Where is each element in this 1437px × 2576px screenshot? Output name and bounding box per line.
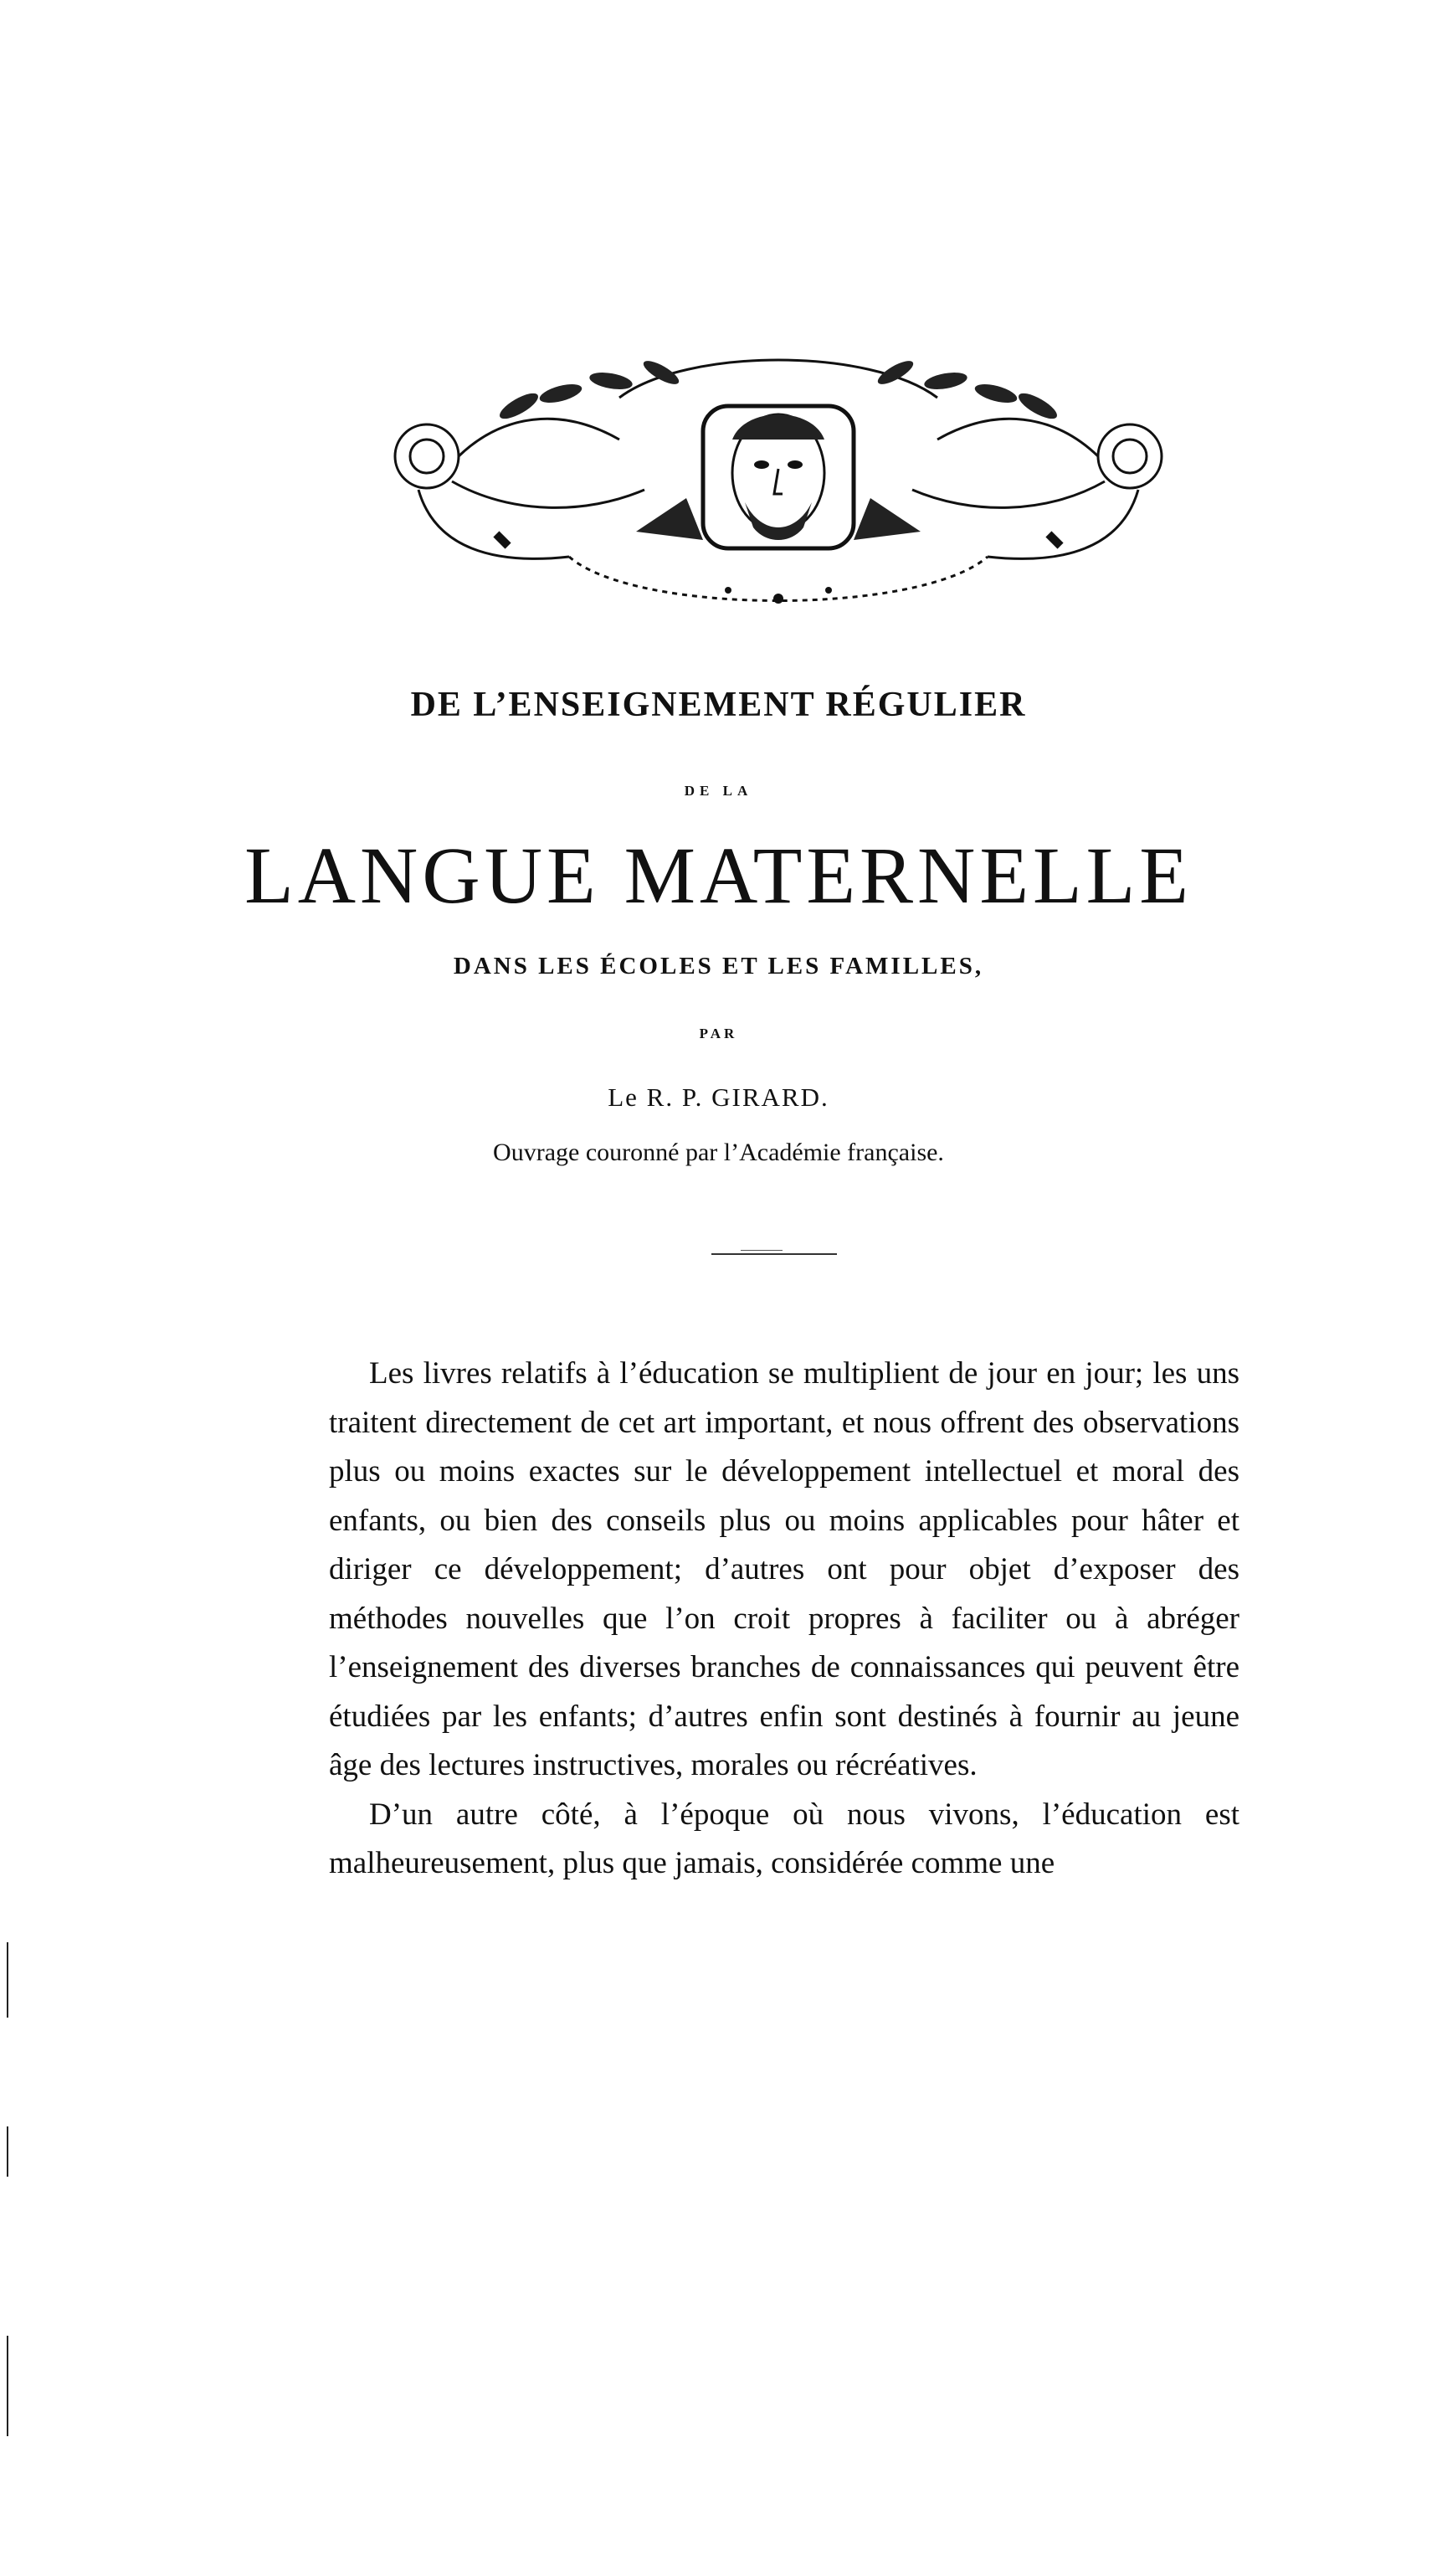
by-label: PAR	[699, 1026, 738, 1041]
section-divider-accent	[741, 1250, 783, 1251]
main-title: LANGUE MATERNELLE	[244, 830, 1193, 920]
scan-margin-mark	[7, 1942, 8, 2018]
scan-margin-mark	[7, 2126, 8, 2177]
section-divider	[711, 1253, 837, 1255]
award-note: Ouvrage couronné par l’Académie française.	[493, 1139, 944, 1166]
author: Le R. P. GIRARD.	[608, 1082, 829, 1112]
subtitle: DANS LES ÉCOLES ET LES FAMILLES,	[453, 953, 984, 979]
paragraph-2: D’un autre côté, à l’époque où nous vivons, l’éducation est malheureusement, plus que jamais, considérée comme une	[329, 1797, 1239, 1880]
paragraph-1: Les livres relatifs à l’éducation se multiplient de jour en jour; les uns traitent directement de cet art important, et nous offrent des observations plus ou moins exactes sur le développement intellectuel et moral des enfants, ou bien des conseils plus ou moins applicables pour hâter et diriger ce développement; d’autres ont pour objet d’exposer des méthodes nouvelles que l’on croit propres à faciliter ou à abréger l’enseignement des diverses branches de connaissances qui peuvent être étudiées par les enfants; d’autres enfin sont destinés à fournir au jeune âge des lectures instructives, morales ou récréatives.	[329, 1356, 1239, 1782]
title-line-1: DE L’ENSEIGNEMENT RÉGULIER	[410, 686, 1027, 724]
body-text	[329, 1350, 1239, 1889]
scan-margin-mark	[7, 2336, 8, 2436]
title-connector: DE LA	[684, 783, 753, 799]
baroque-head-ornament-icon	[368, 347, 1188, 615]
